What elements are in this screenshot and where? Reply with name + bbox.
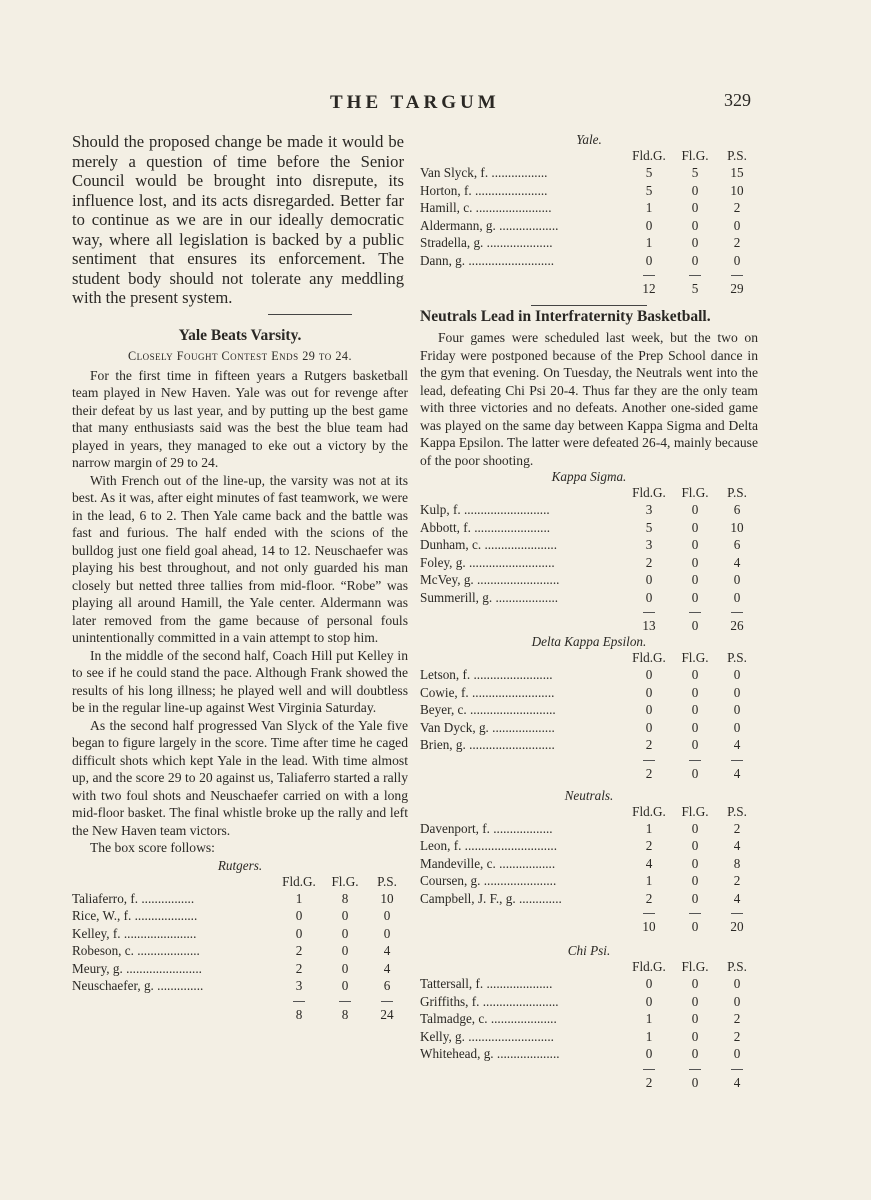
column-header: Fld.G.: [632, 803, 666, 819]
article-title-interfraternity: Neutrals Lead in Interfraternity Basketball.: [420, 308, 711, 325]
player-row: [420, 1045, 758, 1063]
player-name: Kulp, f. ..........................: [420, 502, 550, 517]
player-name: Griffiths, f. .......................: [420, 993, 559, 1009]
player-row: [420, 837, 758, 855]
field-goals: 2: [645, 838, 653, 853]
column-header: Fld.G.: [632, 650, 666, 665]
field-goals: 2: [645, 737, 653, 752]
points: 10: [730, 519, 744, 535]
box-score: [420, 634, 758, 782]
field-goals: 0: [295, 908, 303, 923]
points: 0: [383, 908, 391, 923]
paragraph: As the second half progressed Van Slyck of the Yale five began to figure largely in the score. Time after time he caged difficult shots which kept Yale in the lead. With time almost up, and the score 29 to 20 against us, Taliaferro started a rally with two foul shots and Neuschaefer carried on with a long mid-floor basket. The final whistle broke up the rally and left the New Haven team victors.: [72, 717, 408, 838]
box-score: [420, 132, 758, 297]
foul-goals: 0: [691, 719, 699, 735]
points: 2: [733, 820, 741, 836]
player-row: [420, 890, 758, 908]
total-foul-goals: 0: [691, 1074, 699, 1090]
points: 0: [733, 572, 741, 587]
foul-goals: 0: [691, 873, 699, 888]
player-row: [420, 872, 758, 890]
player-row: [420, 519, 758, 537]
column-header: Fl.G.: [681, 485, 709, 500]
player-name: Whitehead, g. ...................: [420, 1046, 560, 1061]
foul-goals: 0: [691, 235, 699, 250]
player-name: Horton, f. ......................: [420, 182, 548, 198]
points: 4: [733, 838, 741, 853]
total-rule: [72, 995, 408, 1006]
foul-goals: 0: [341, 943, 349, 958]
field-goals: 2: [295, 960, 303, 976]
total-foul-goals: 0: [691, 618, 699, 633]
total-points: 20: [730, 919, 744, 934]
total-points: 4: [733, 1074, 741, 1090]
totals-row: [72, 1006, 408, 1023]
player-name: Letson, f. ........................: [420, 667, 553, 682]
column-header: Fld.G.: [632, 485, 666, 500]
player-name: Aldermann, g. ..................: [420, 217, 559, 233]
foul-goals: 0: [691, 820, 699, 836]
player-name: Kelley, f. ......................: [72, 925, 197, 941]
left-column: [72, 132, 408, 1023]
player-name: Summerill, g. ...................: [420, 589, 559, 605]
player-name: Hamill, c. .......................: [420, 200, 552, 215]
field-goals: 0: [645, 1046, 653, 1061]
total-points: 4: [733, 765, 741, 781]
player-name: Taliaferro, f. ................: [72, 890, 195, 906]
field-goals: 1: [645, 200, 653, 215]
box-score: [420, 943, 758, 1091]
field-goals: 0: [645, 589, 653, 605]
box-score-header: [420, 485, 758, 501]
points: 6: [733, 537, 741, 552]
field-goals: 5: [645, 519, 653, 535]
column-header: P.S.: [727, 148, 747, 163]
box-score-title: Kappa Sigma.: [551, 469, 627, 484]
foul-goals: 0: [691, 1028, 699, 1044]
field-goals: 0: [645, 572, 653, 587]
player-name: Stradella, g. ....................: [420, 235, 553, 250]
field-goals: 0: [645, 993, 653, 1009]
box-score-title: Chi Psi.: [567, 943, 611, 958]
player-row: [420, 589, 758, 607]
foul-goals: 0: [691, 684, 699, 700]
points: 2: [733, 1011, 741, 1026]
player-row: [420, 234, 758, 252]
field-goals: 1: [295, 890, 303, 906]
player-name: Neuschaefer, g. ..............: [72, 978, 204, 993]
section-divider: [268, 314, 352, 315]
field-goals: 0: [645, 684, 653, 700]
points: 15: [730, 165, 744, 180]
field-goals: 0: [645, 217, 653, 233]
total-field-goals: 2: [645, 1074, 653, 1090]
column-header: Fld.G.: [632, 148, 666, 163]
player-name: Rice, W., f. ...................: [72, 908, 198, 923]
total-rule: [420, 754, 758, 765]
points: 8: [733, 855, 741, 871]
points: 6: [383, 978, 391, 993]
article-title-yale: Yale Beats Varsity.: [178, 326, 302, 344]
foul-goals: 0: [691, 838, 699, 853]
box-score-header: [420, 804, 758, 820]
foul-goals: 0: [341, 908, 349, 923]
column-header: P.S.: [727, 959, 747, 974]
field-goals: 3: [295, 978, 303, 993]
running-title: THE TARGUM: [330, 92, 500, 113]
foul-goals: 5: [691, 165, 699, 180]
article-subtitle-yale: Closely Fought Contest Ends 29 to 24.: [127, 348, 353, 363]
player-row: [72, 890, 408, 908]
player-row: [420, 701, 758, 719]
total-field-goals: 8: [295, 1006, 303, 1022]
points: 0: [733, 684, 741, 700]
foul-goals: 0: [341, 978, 349, 993]
player-row: [420, 684, 758, 702]
player-name: Kelly, g. ..........................: [420, 1028, 554, 1044]
total-rule: [420, 269, 758, 280]
total-field-goals: 12: [642, 281, 656, 296]
total-rule: [420, 1063, 758, 1074]
foul-goals: 0: [341, 960, 349, 976]
points: 4: [733, 737, 741, 752]
foul-goals: 0: [691, 554, 699, 570]
page-number: 329: [724, 90, 751, 110]
player-row: [420, 217, 758, 235]
totals-row: [420, 765, 758, 782]
points: 6: [733, 502, 741, 517]
field-goals: 3: [645, 537, 653, 552]
points: 0: [733, 217, 741, 233]
points: 0: [733, 1046, 741, 1061]
foul-goals: 0: [691, 1011, 699, 1026]
points: 0: [733, 719, 741, 735]
player-row: [420, 820, 758, 838]
foul-goals: 0: [691, 737, 699, 752]
field-goals: 2: [645, 554, 653, 570]
foul-goals: 0: [691, 890, 699, 906]
box-score-title: Delta Kappa Epsilon.: [531, 634, 647, 649]
column-header: P.S.: [727, 485, 747, 500]
field-goals: 0: [645, 252, 653, 268]
total-field-goals: 2: [645, 765, 653, 781]
field-goals: 5: [645, 182, 653, 198]
player-name: Cowie, f. .........................: [420, 684, 555, 700]
field-goals: 0: [645, 976, 653, 991]
points: 10: [730, 182, 744, 198]
points: 4: [383, 943, 391, 958]
player-name: Beyer, c. ..........................: [420, 702, 556, 717]
column-header: P.S.: [377, 873, 397, 889]
player-row: [72, 977, 408, 995]
foul-goals: 0: [341, 925, 349, 941]
foul-goals: 0: [691, 537, 699, 552]
foul-goals: 0: [691, 502, 699, 517]
foul-goals: 0: [691, 976, 699, 991]
foul-goals: 0: [691, 252, 699, 268]
column-header: Fl.G.: [681, 650, 709, 665]
points: 0: [733, 993, 741, 1009]
total-field-goals: 10: [642, 919, 656, 934]
totals-row: [420, 617, 758, 634]
box-score-title: Neutrals.: [564, 787, 614, 803]
player-name: Mandeville, c. .................: [420, 855, 556, 871]
foul-goals: 0: [691, 589, 699, 605]
player-row: [420, 1028, 758, 1046]
foul-goals: 0: [691, 217, 699, 233]
box-score-header: [420, 148, 758, 164]
points: 0: [383, 925, 391, 941]
player-row: [420, 199, 758, 217]
field-goals: 0: [645, 667, 653, 682]
points: 10: [380, 890, 394, 906]
column-header: Fl.G.: [681, 148, 709, 163]
total-foul-goals: 5: [691, 281, 699, 296]
total-rule: [420, 606, 758, 617]
foul-goals: 0: [691, 1046, 699, 1061]
box-score: [420, 469, 758, 634]
article-body-interfraternity: [420, 329, 758, 469]
column-header: Fld.G.: [282, 873, 316, 889]
foul-goals: 0: [691, 993, 699, 1009]
totals-row: [420, 918, 758, 935]
foul-goals: 0: [691, 519, 699, 535]
foul-goals: 0: [691, 182, 699, 198]
box-score-title: Yale.: [576, 132, 602, 147]
player-row: [420, 993, 758, 1011]
column-header: Fld.G.: [632, 959, 666, 974]
player-name: Campbell, J. F., g. .............: [420, 890, 562, 906]
points: 0: [733, 252, 741, 268]
player-row: [420, 164, 758, 182]
player-row: [420, 536, 758, 554]
player-row: [72, 907, 408, 925]
column-header: Fl.G.: [681, 803, 709, 819]
player-row: [420, 666, 758, 684]
player-row: [420, 736, 758, 754]
box-score-header: [72, 874, 408, 890]
box-score: [72, 858, 408, 1023]
player-name: McVey, g. .........................: [420, 572, 560, 587]
player-row: [420, 571, 758, 589]
right-column: [420, 132, 758, 1091]
field-goals: 1: [645, 1011, 653, 1026]
player-name: Robeson, c. ...................: [72, 943, 200, 958]
player-row: [72, 925, 408, 943]
player-name: Dann, g. ..........................: [420, 252, 555, 268]
field-goals: 1: [645, 1028, 653, 1044]
total-points: 26: [730, 618, 744, 633]
paragraph: With French out of the line-up, the varsity was not at its best. As it was, after eight minutes of fast teamwork, we were in the lead, 6 to 2. Then Yale came back and the battle was fast and furious. The half ended with the scions of the bulldog just one field goal ahead, 14 to 12. Neuschaefer was playing his best throughout, and not only guarded his man closely but netted three tallies from mid-floor. “Robe” was playing all around Hamill, the Yale center. Aldermann was later removed from the game because of personal fouls unintentionally committed in a vain attempt to stop him.: [72, 472, 408, 645]
points: 0: [733, 589, 741, 605]
field-goals: 0: [645, 719, 653, 735]
box-score-title: Rutgers.: [217, 857, 263, 873]
points: 0: [733, 702, 741, 717]
field-goals: 1: [645, 820, 653, 836]
box-score: [420, 788, 758, 936]
points: 2: [733, 200, 741, 215]
section-divider: [531, 305, 647, 306]
total-foul-goals: 8: [341, 1006, 349, 1022]
player-name: Brien, g. ..........................: [420, 737, 555, 752]
field-goals: 3: [645, 502, 653, 517]
foul-goals: 0: [691, 855, 699, 871]
player-row: [420, 719, 758, 737]
total-points: 24: [380, 1006, 394, 1022]
points: 4: [383, 960, 391, 976]
total-field-goals: 13: [642, 618, 656, 633]
field-goals: 1: [645, 235, 653, 250]
field-goals: 4: [645, 855, 653, 871]
points: 2: [733, 1028, 741, 1044]
player-name: Tattersall, f. ....................: [420, 976, 553, 991]
player-row: [420, 182, 758, 200]
player-name: Davenport, f. ..................: [420, 820, 553, 836]
lead-paragraph: Should the proposed change be made it would be merely a question of time before the Senior Council would be brought into disrepute, its influence lost, and its acts disregarded. Better far to continue as we are in our ideally democratic way, where all legislation is backed by a public sentiment that ensures its enforcement. The student body should not tolerate any meddling with the present system.: [72, 132, 404, 307]
column-header: P.S.: [727, 803, 747, 819]
field-goals: 2: [295, 943, 303, 958]
player-row: [420, 1010, 758, 1028]
player-row: [420, 554, 758, 572]
player-name: Van Dyck, g. ...................: [420, 719, 555, 735]
points: 2: [733, 873, 741, 888]
article-body-yale: [72, 367, 408, 857]
points: 2: [733, 235, 741, 250]
field-goals: 2: [645, 890, 653, 906]
player-row: [420, 975, 758, 993]
box-score-header: [420, 650, 758, 666]
field-goals: 5: [645, 165, 653, 180]
column-header: Fl.G.: [331, 873, 359, 889]
player-row: [420, 252, 758, 270]
paragraph: Four games were scheduled last week, but the two on Friday were postponed because of the Prep School dance in the gym that evening. On Tuesday, the Neutrals went into the lead, defeating Chi Psi 20-4. Thus far they are the only team with three victories and no defeats. Another one-sided game was played on the same day between Kappa Sigma and Delta Kappa Epsilon. The latter were defeated 26-4, mainly because of the poor shooting.: [420, 330, 758, 468]
paragraph: The box score follows:: [90, 840, 215, 855]
column-header: Fl.G.: [681, 959, 709, 974]
player-name: Leon, f. ............................: [420, 838, 557, 853]
total-foul-goals: 0: [691, 765, 699, 781]
points: 4: [733, 890, 741, 906]
paragraph: In the middle of the second half, Coach Hill put Kelley in to see if he could stand the pace. Although Frank showed the results of his long illness; he played well and will doubtless be in the regular line-up against West Virginia Saturday.: [72, 647, 408, 715]
total-foul-goals: 0: [691, 919, 699, 934]
player-name: Van Slyck, f. .................: [420, 165, 548, 180]
points: 0: [733, 667, 741, 682]
foul-goals: 8: [341, 890, 349, 906]
column-header: P.S.: [727, 650, 747, 665]
player-name: Talmadge, c. ....................: [420, 1011, 557, 1026]
player-row: [420, 855, 758, 873]
foul-goals: 0: [691, 667, 699, 682]
player-name: Dunham, c. ......................: [420, 537, 557, 552]
field-goals: 0: [645, 702, 653, 717]
points: 4: [733, 554, 741, 570]
player-row: [420, 501, 758, 519]
player-name: Abbott, f. .......................: [420, 519, 551, 535]
player-row: [72, 942, 408, 960]
foul-goals: 0: [691, 200, 699, 215]
totals-row: [420, 280, 758, 297]
field-goals: 1: [645, 873, 653, 888]
points: 0: [733, 976, 741, 991]
player-name: Meury, g. .......................: [72, 960, 202, 976]
player-row: [72, 960, 408, 978]
paragraph: For the first time in fifteen years a Rutgers basketball team played in New Haven. Yale was out for revenge after their defeat by us last year, and by putting up the best game that many enthusiasts said was the best the blue team had played in years, they managed to eke out a victory by the narrow margin of 29 to 24.: [72, 367, 408, 470]
player-name: Coursen, g. ......................: [420, 873, 557, 888]
field-goals: 0: [295, 925, 303, 941]
total-points: 29: [730, 281, 744, 296]
foul-goals: 0: [691, 572, 699, 587]
box-score-header: [420, 959, 758, 975]
foul-goals: 0: [691, 702, 699, 717]
player-name: Foley, g. ..........................: [420, 554, 555, 570]
totals-row: [420, 1074, 758, 1091]
total-rule: [420, 907, 758, 918]
